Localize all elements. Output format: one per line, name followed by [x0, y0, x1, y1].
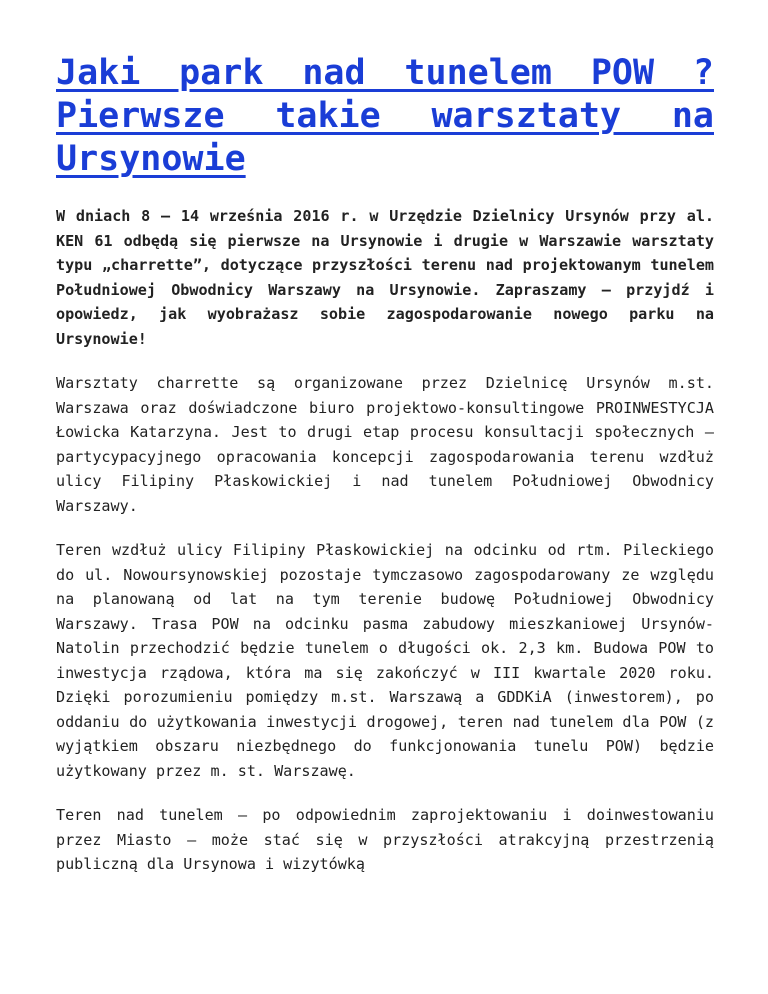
article-title-link[interactable]: Jaki park nad tunelem POW ?Pierwsze takie warsztaty na Ursynowie	[56, 53, 714, 179]
article-paragraph-1: Warsztaty charrette są organizowane przez Dzielnicę Ursynów m.st. Warszawa oraz doświadczone biuro projektowo-konsultingowe PROINWESTYCJA Łowicka Katarzyna. Jest to drugi etap procesu konsultacji społecznych – partycypacyjnego opracowania koncepcji zagospodarowania terenu wzdłuż ulicy Filipiny Płaskowickiej i nad tunelem Południowej Obwodnicy Warszawy.	[56, 374, 714, 515]
article-lead: W dniach 8 – 14 września 2016 r. w Urzędzie Dzielnicy Ursynów przy al. KEN 61 odbędą się pierwsze na Ursynowie i drugie w Warszawie warsztaty typu „charrette”, dotyczące przyszłości terenu nad projektowanym tunelem Południowej Obwodnicy Warszawy na Ursynowie. Zapraszamy – przyjdź i opowiedz, jak wyobrażasz sobie zagospodarowanie nowego parku na Ursynowie!	[56, 207, 714, 348]
article-paragraph-3: Teren nad tunelem – po odpowiednim zaprojektowaniu i doinwestowaniu przez Miasto – może stać się w przyszłości atrakcyjną przestrzenią publiczną dla Ursynowa i wizytówką	[56, 806, 714, 873]
article	[56, 52, 714, 897]
article-paragraph-2: Teren wzdłuż ulicy Filipiny Płaskowickiej na odcinku od rtm. Pileckiego do ul. Nowoursynowskiej pozostaje tymczasowo zagospodarowany ze względu na planowaną od lat na tym terenie budowę Południowej Obwodnicy Warszawy. Trasa POW na odcinku pasma zabudowy mieszkaniowej Ursynów-Natolin przechodzić będzie tunelem o długości ok. 2,3 km. Budowa POW to inwestycja rządowa, która ma się zakończyć w III kwartale 2020 roku. Dzięki porozumieniu pomiędzy m.st. Warszawą a GDDKiA (inwestorem), po oddaniu do użytkowania inwestycji drogowej, teren nad tunelem dla POW (z wyjątkiem obszaru niezbędnego do funkcjonowania tunelu POW) będzie użytkowany przez m. st. Warszawę.	[56, 541, 714, 780]
